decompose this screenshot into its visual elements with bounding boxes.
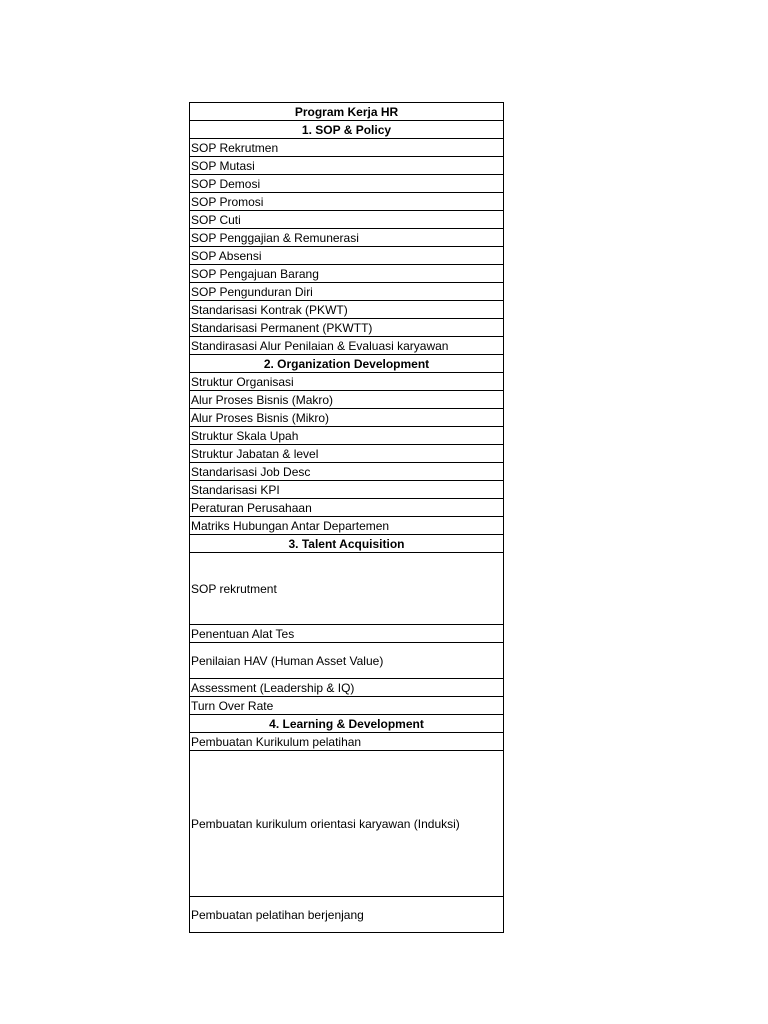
table-title: Program Kerja HR <box>190 103 504 121</box>
table-cell: Matriks Hubungan Antar Departemen <box>190 517 504 535</box>
table-cell: Penentuan Alat Tes <box>190 625 504 643</box>
table-cell: SOP Mutasi <box>190 157 504 175</box>
table-row <box>190 193 504 211</box>
table-cell: SOP Pengajuan Barang <box>190 265 504 283</box>
section-heading: 2. Organization Development <box>190 355 504 373</box>
table-cell: SOP Pengunduran Diri <box>190 283 504 301</box>
table-row <box>190 679 504 697</box>
table-row <box>190 211 504 229</box>
table-row <box>190 427 504 445</box>
table-row <box>190 139 504 157</box>
table-row <box>190 175 504 193</box>
table-cell: Pembuatan pelatihan berjenjang <box>190 897 504 933</box>
table-row <box>190 157 504 175</box>
table-row <box>190 481 504 499</box>
table-row <box>190 409 504 427</box>
table-cell: Standirasasi Alur Penilaian & Evaluasi karyawan <box>190 337 504 355</box>
table-cell: Struktur Jabatan & level <box>190 445 504 463</box>
section-heading: 1. SOP & Policy <box>190 121 504 139</box>
section-header-row <box>190 535 504 553</box>
table-cell: Penilaian HAV (Human Asset Value) <box>190 643 504 679</box>
table-row <box>190 553 504 625</box>
hr-program-table <box>189 102 504 933</box>
table-row <box>190 229 504 247</box>
table-cell: SOP Penggajian & Remunerasi <box>190 229 504 247</box>
table-cell: Standarisasi KPI <box>190 481 504 499</box>
table-cell: SOP Absensi <box>190 247 504 265</box>
table-row <box>190 391 504 409</box>
table-cell: SOP Cuti <box>190 211 504 229</box>
table-cell: Alur Proses Bisnis (Mikro) <box>190 409 504 427</box>
table-row <box>190 733 504 751</box>
table-cell: SOP rekrutment <box>190 553 504 625</box>
table-cell: Standarisasi Kontrak (PKWT) <box>190 301 504 319</box>
table-row <box>190 337 504 355</box>
table-row <box>190 517 504 535</box>
section-header-row <box>190 355 504 373</box>
table-row <box>190 499 504 517</box>
table-cell: Alur Proses Bisnis (Makro) <box>190 391 504 409</box>
table-row <box>190 643 504 679</box>
table-cell: Standarisasi Job Desc <box>190 463 504 481</box>
table-row <box>190 265 504 283</box>
table-cell: Turn Over Rate <box>190 697 504 715</box>
table-row <box>190 319 504 337</box>
table-cell: Pembuatan kurikulum orientasi karyawan (Induksi) <box>190 751 504 897</box>
table-row <box>190 463 504 481</box>
title-row <box>190 103 504 121</box>
table-cell: SOP Rekrutmen <box>190 139 504 157</box>
table-row <box>190 247 504 265</box>
section-heading: 4. Learning & Development <box>190 715 504 733</box>
table-row <box>190 751 504 897</box>
table-cell: SOP Promosi <box>190 193 504 211</box>
table-cell: Struktur Organisasi <box>190 373 504 391</box>
table-row <box>190 897 504 933</box>
table-row <box>190 283 504 301</box>
table-cell: Peraturan Perusahaan <box>190 499 504 517</box>
table-row <box>190 625 504 643</box>
section-header-row <box>190 715 504 733</box>
table-row <box>190 301 504 319</box>
section-header-row <box>190 121 504 139</box>
table-row <box>190 697 504 715</box>
table-cell: Pembuatan Kurikulum pelatihan <box>190 733 504 751</box>
table-row <box>190 373 504 391</box>
table-cell: Standarisasi Permanent (PKWTT) <box>190 319 504 337</box>
section-heading: 3. Talent Acquisition <box>190 535 504 553</box>
table-cell: SOP Demosi <box>190 175 504 193</box>
table-cell: Struktur Skala Upah <box>190 427 504 445</box>
table-row <box>190 445 504 463</box>
table-cell: Assessment (Leadership & IQ) <box>190 679 504 697</box>
